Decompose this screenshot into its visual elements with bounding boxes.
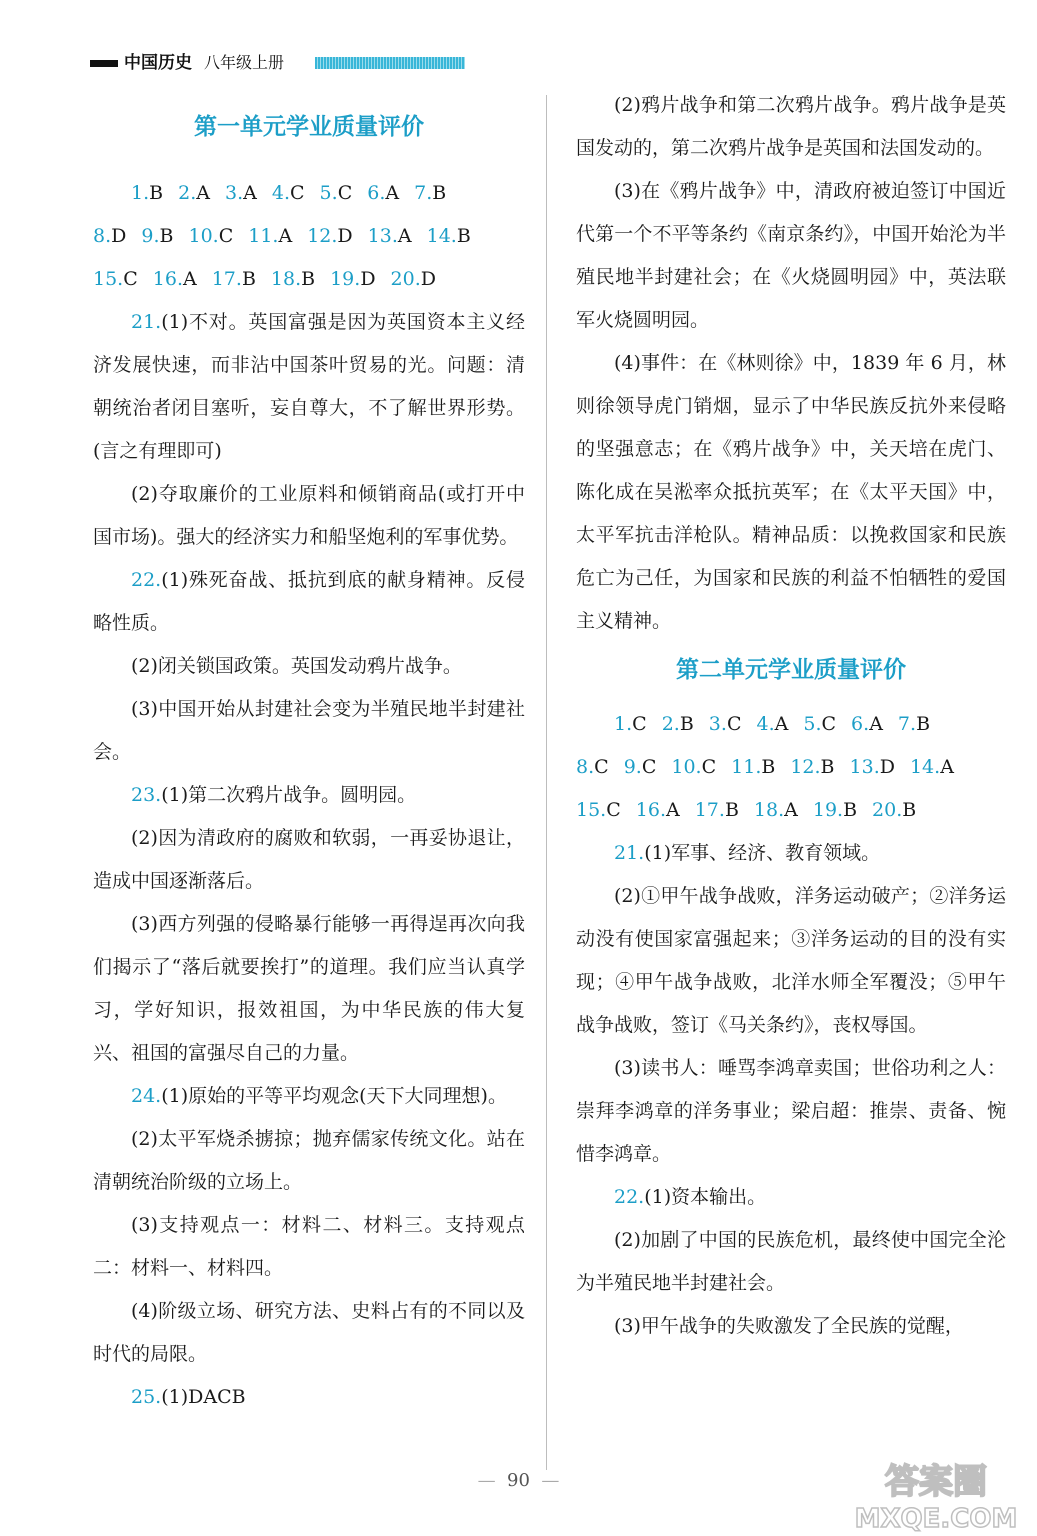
answer-paragraph: (2)太平军烧杀掳掠；抛弃儒家传统文化。站在清朝统治阶级的立场上。: [93, 1128, 525, 1193]
answer-item: 6.A: [851, 713, 883, 735]
column-divider: [546, 95, 547, 1470]
answer-item: 13.D: [849, 756, 895, 778]
answer-item: 2.B: [661, 713, 694, 735]
answer-paragraph: (3)读书人：唾骂李鸿章卖国；世俗功利之人：崇拜李鸿章的洋务事业；梁启超：推崇、责备、惋惜李鸿章。: [576, 1057, 1006, 1165]
answer-paragraph: (3)西方列强的侵略暴行能够一再得逞再次向我们揭示了“落后就要挨打”的道理。我们应当认真学习，学好知识，报效祖国，为中华民族的伟大复兴、祖国的富强尽自己的力量。: [93, 913, 525, 1064]
answer-paragraph: (4)事件：在《林则徐》中，1839 年 6 月，林则徐领导虎门销烟，显示了中华民族反抗外来侵略的坚强意志；在《鸦片战争》中，关天培在虎门、陈化成在吴淞率众抵抗英军；在《太平天国》中，太平军抗击洋枪队。精神品质：以挽救国家和民族危亡为己任，为国家和民族的利益不怕牺牲的爱国主义精神。: [576, 352, 1006, 632]
answer-item: 11.A: [248, 225, 293, 247]
answer-paragraph: 23.(1)第二次鸦片战争。圆明园。: [131, 784, 417, 806]
answer-item: 17.B: [211, 268, 256, 290]
answer-paragraph: (4)阶级立场、研究方法、史料占有的不同以及时代的局限。: [93, 1300, 525, 1365]
answer-item: 9.C: [623, 756, 657, 778]
answer-item: 14.A: [909, 756, 954, 778]
answer-paragraph: 21.(1)不对。英国富强是因为英国资本主义经济发展快速，而非沾中国茶叶贸易的光。问题：清朝统治者闭目塞听，妄自尊大，不了解世界形势。(言之有理即可): [93, 311, 525, 462]
answer-paragraph: 25.(1)DACB: [131, 1386, 246, 1408]
answer-item: 12.B: [790, 756, 835, 778]
answer-item: 17.B: [694, 799, 739, 821]
section-title-unit-2: 第二单元学业质量评价: [676, 656, 906, 683]
answer-item: 7.B: [897, 713, 931, 735]
answer-paragraph: (3)中国开始从封建社会变为半殖民地半封建社会。: [93, 698, 525, 763]
page-dash-right: —: [529, 1470, 560, 1491]
answer-item: 1.C: [614, 713, 647, 735]
answer-paragraph: (2)夺取廉价的工业原料和倾销商品(或打开中国市场)。强大的经济实力和船坚炮利的军事优势。: [93, 483, 525, 548]
answer-item: 19.D: [330, 268, 376, 290]
answer-item: 20.D: [390, 268, 436, 290]
answer-block-unit-1: [93, 172, 525, 301]
answer-item: 12.D: [307, 225, 353, 247]
answer-paragraph: 22.(1)资本输出。: [614, 1186, 767, 1208]
answer-item: 2.A: [178, 182, 210, 204]
answer-item: 10.C: [188, 225, 234, 247]
answer-item: 14.B: [426, 225, 471, 247]
answer-item: 8.D: [93, 225, 127, 247]
page-number: — 90 —: [477, 1470, 560, 1491]
answer-item: 5.C: [319, 182, 353, 204]
answer-paragraph: 24.(1)原始的平等平均观念(天下大同理想)。: [131, 1085, 507, 1107]
answer-item: 15.C: [93, 268, 138, 290]
answer-item: 4.C: [271, 182, 305, 204]
left-column: [93, 100, 525, 1419]
answer-item: 8.C: [576, 756, 609, 778]
answer-item: 20.B: [872, 799, 917, 821]
answer-item: 6.A: [367, 182, 400, 204]
answer-paragraph: (2)鸦片战争和第二次鸦片战争。鸦片战争是英国发动的，第二次鸦片战争是英国和法国发动的。: [576, 94, 1006, 159]
answer-item: 15.C: [576, 799, 621, 821]
answer-item: 18.B: [270, 268, 316, 290]
section-title-unit-1: 第一单元学业质量评价: [194, 113, 424, 140]
watermark-top-text: 答案圈: [885, 1462, 987, 1502]
answer-paragraph: (3)支持观点一：材料二、材料三。支持观点二：材料一、材料四。: [93, 1214, 525, 1279]
answer-item: 1.B: [131, 182, 164, 204]
answer-row: [576, 703, 1006, 746]
answer-paragraph: 21.(1)军事、经济、教育领域。: [614, 842, 881, 864]
answer-item: 19.B: [812, 799, 858, 821]
answer-item: 10.C: [671, 756, 717, 778]
header-bar-mark: [90, 60, 118, 67]
answer-block-unit-2: [576, 703, 1006, 832]
answer-item: 9.B: [141, 225, 174, 247]
answer-row: [576, 746, 1006, 789]
answer-row: [576, 789, 1006, 832]
answer-item: 4.A: [756, 713, 789, 735]
header-stripe: [315, 57, 465, 69]
answer-row: [93, 172, 525, 215]
answer-item: 11.B: [731, 756, 776, 778]
answer-row: [93, 258, 525, 301]
header-subject: 中国历史: [124, 53, 192, 73]
answer-item: 7.B: [414, 182, 447, 204]
answer-paragraph: (2)闭关锁国政策。英国发动鸦片战争。: [131, 655, 462, 677]
watermark-logo: [838, 1455, 1034, 1535]
answer-item: 3.A: [224, 182, 257, 204]
answer-row: [93, 215, 525, 258]
answer-item: 3.C: [708, 713, 742, 735]
answer-paragraph: 22.(1)殊死奋战、抵抗到底的献身精神。反侵略性质。: [93, 569, 525, 634]
page-header: [90, 53, 470, 75]
answer-paragraph: (3)甲午战争的失败激发了全民族的觉醒，: [614, 1315, 964, 1337]
answer-paragraph: (2)①甲午战争战败，洋务运动破产；②洋务运动没有使国家富强起来；③洋务运动的目的没有实现；④甲午战争战败，北洋水师全军覆没；⑤甲午战争战败，签订《马关条约》，丧权辱国。: [576, 885, 1006, 1036]
right-column: [576, 84, 1006, 1348]
answer-item: 5.C: [803, 713, 837, 735]
page-dash-left: —: [477, 1470, 508, 1491]
answer-paragraph: (2)加剧了中国的民族危机，最终使中国完全沦为半殖民地半封建社会。: [576, 1229, 1006, 1294]
header-grade: 八年级上册: [204, 53, 285, 72]
answer-item: 16.A: [635, 799, 680, 821]
watermark-bottom-text: MXQE.COM: [854, 1504, 1018, 1534]
answer-item: 13.A: [367, 225, 412, 247]
answer-paragraph: (2)因为清政府的腐败和软弱，一再妥协退让，造成中国逐渐落后。: [93, 827, 525, 892]
answer-paragraph: (3)在《鸦片战争》中，清政府被迫签订中国近代第一个不平等条约《南京条约》，中国开始沦为半殖民地半封建社会；在《火烧圆明园》中，英法联军火烧圆明园。: [576, 180, 1006, 331]
answer-item: 18.A: [753, 799, 798, 821]
answer-item: 16.A: [152, 268, 197, 290]
